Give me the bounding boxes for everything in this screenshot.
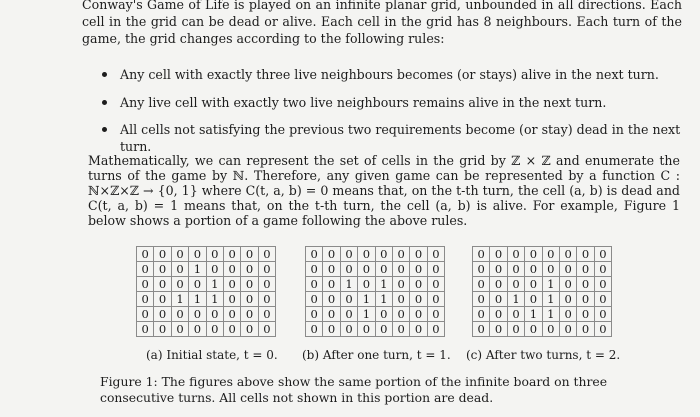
grid-initial-state bbox=[136, 246, 276, 337]
grid-cell: 0 bbox=[525, 247, 542, 262]
grid-cell: 0 bbox=[392, 277, 409, 292]
grid-cell: 0 bbox=[594, 262, 611, 277]
grid-cell: 0 bbox=[258, 292, 275, 307]
grid-row bbox=[137, 322, 276, 337]
grid-row bbox=[306, 307, 445, 322]
grid-cell: 0 bbox=[490, 277, 507, 292]
grid-cell: 1 bbox=[206, 277, 223, 292]
grid-cell: 0 bbox=[358, 247, 375, 262]
grid-cell: 0 bbox=[154, 277, 171, 292]
grid-cell: 0 bbox=[559, 277, 576, 292]
grid-cell: 0 bbox=[473, 307, 490, 322]
grid-cell: 0 bbox=[171, 247, 188, 262]
grid-cell: 0 bbox=[507, 277, 524, 292]
grid-cell: 0 bbox=[154, 322, 171, 337]
rule-item bbox=[100, 94, 690, 122]
grid-cell: 0 bbox=[223, 247, 240, 262]
grid-cell: 0 bbox=[258, 262, 275, 277]
grid-cell: 0 bbox=[137, 292, 154, 307]
grid-cell: 0 bbox=[358, 277, 375, 292]
grid-row bbox=[137, 307, 276, 322]
grid-cell: 0 bbox=[223, 277, 240, 292]
grid-row bbox=[473, 322, 612, 337]
grid-cell: 0 bbox=[154, 247, 171, 262]
grid-cell: 0 bbox=[490, 262, 507, 277]
grid-row bbox=[473, 292, 612, 307]
grid-row bbox=[137, 277, 276, 292]
grid-cell: 0 bbox=[490, 322, 507, 337]
grid-cell: 0 bbox=[189, 322, 206, 337]
grid-cell: 0 bbox=[410, 307, 427, 322]
grid-cell: 1 bbox=[171, 292, 188, 307]
grid-row bbox=[306, 247, 445, 262]
grid-cell: 0 bbox=[206, 322, 223, 337]
grid-cell: 0 bbox=[542, 322, 559, 337]
grid-cell: 0 bbox=[154, 307, 171, 322]
grid-cell: 1 bbox=[189, 292, 206, 307]
grid-cell: 0 bbox=[241, 307, 258, 322]
grid-cell: 0 bbox=[594, 307, 611, 322]
grid-cell: 0 bbox=[206, 262, 223, 277]
grid-cell: 1 bbox=[525, 307, 542, 322]
grid-row bbox=[473, 277, 612, 292]
grid-cell: 0 bbox=[375, 322, 392, 337]
grid-cell: 0 bbox=[241, 277, 258, 292]
grid-cell: 0 bbox=[323, 292, 340, 307]
grid-cell: 1 bbox=[375, 292, 392, 307]
grid-cell: 0 bbox=[241, 322, 258, 337]
grid-cell: 0 bbox=[340, 247, 357, 262]
grid-cell: 0 bbox=[358, 322, 375, 337]
grid-cell: 0 bbox=[154, 262, 171, 277]
grid-cell: 0 bbox=[392, 322, 409, 337]
grid-cell: 0 bbox=[340, 262, 357, 277]
grid-cell: 0 bbox=[473, 262, 490, 277]
grid-cell: 0 bbox=[258, 307, 275, 322]
grid-cell: 0 bbox=[323, 262, 340, 277]
grid-cell: 0 bbox=[137, 307, 154, 322]
grid-cell: 0 bbox=[258, 322, 275, 337]
caption-after-one-turn: (b) After one turn, t = 1. bbox=[302, 348, 451, 362]
grid-cell: 0 bbox=[577, 292, 594, 307]
caption-initial-state: (a) Initial state, t = 0. bbox=[146, 348, 278, 362]
grid-cell: 0 bbox=[507, 262, 524, 277]
grid-cell: 0 bbox=[410, 292, 427, 307]
grid-cell: 0 bbox=[542, 247, 559, 262]
grid-cell: 0 bbox=[559, 247, 576, 262]
grid-cell: 0 bbox=[559, 292, 576, 307]
grid-cell: 0 bbox=[154, 292, 171, 307]
grid-cell: 0 bbox=[594, 292, 611, 307]
grid-cell: 0 bbox=[258, 277, 275, 292]
grid-cell: 0 bbox=[171, 277, 188, 292]
grid-cell: 0 bbox=[306, 262, 323, 277]
grid-cell: 1 bbox=[340, 277, 357, 292]
grid-cell: 0 bbox=[258, 247, 275, 262]
grid-cell: 0 bbox=[340, 322, 357, 337]
grid-cell: 0 bbox=[241, 262, 258, 277]
grid-cell: 0 bbox=[410, 277, 427, 292]
rule-item bbox=[100, 66, 690, 94]
grid-cell: 0 bbox=[223, 322, 240, 337]
grid-after-two-turns bbox=[472, 246, 612, 337]
grid-cell: 0 bbox=[340, 292, 357, 307]
grid-cell: 0 bbox=[490, 307, 507, 322]
grid-cell: 0 bbox=[171, 322, 188, 337]
rule-item bbox=[100, 121, 690, 154]
grid-row bbox=[473, 307, 612, 322]
grid-cell: 0 bbox=[427, 292, 444, 307]
grid-cell: 0 bbox=[306, 247, 323, 262]
math-paragraph: Mathematically, we can represent the set of cells in the grid by ℤ × ℤ and enumerate the turns of the game by ℕ. Therefore, any given game can be represented by a function C : ℕ×ℤ×ℤ → {0, 1} where C(t, a, b) = 0 means that, on the t-th turn, the cell (a, b) is dead and C(t, a, b) = 1 means that, on the t-th turn, the cell (a, b) is alive. For example, Figure 1 below shows a portion of a game following the above rules. bbox=[88, 153, 680, 228]
grid-cell: 0 bbox=[507, 247, 524, 262]
grid-cell: 0 bbox=[241, 247, 258, 262]
grid-cell: 0 bbox=[323, 277, 340, 292]
grid-cell: 0 bbox=[137, 322, 154, 337]
grid-cell: 0 bbox=[577, 262, 594, 277]
grid-row bbox=[306, 277, 445, 292]
grid-cell: 0 bbox=[427, 307, 444, 322]
bullet-icon bbox=[102, 72, 107, 77]
grid-cell: 0 bbox=[223, 292, 240, 307]
grid-row bbox=[306, 292, 445, 307]
grid-cell: 0 bbox=[410, 247, 427, 262]
grid-cell: 0 bbox=[189, 277, 206, 292]
grid-cell: 0 bbox=[490, 292, 507, 307]
grid-cell: 1 bbox=[542, 277, 559, 292]
grid-cell: 0 bbox=[473, 292, 490, 307]
grid-cell: 0 bbox=[427, 247, 444, 262]
grid-cell: 0 bbox=[392, 307, 409, 322]
grid-cell: 1 bbox=[206, 292, 223, 307]
grid-row bbox=[306, 322, 445, 337]
grid-cell: 0 bbox=[577, 247, 594, 262]
grid-cell: 0 bbox=[577, 307, 594, 322]
figure-caption: Figure 1: The figures above show the same portion of the infinite board on three consecutive turns. All cells not shown in this portion are dead. bbox=[100, 374, 608, 405]
grid-cell: 0 bbox=[223, 262, 240, 277]
grid-cell: 0 bbox=[410, 322, 427, 337]
grid-cell: 0 bbox=[375, 307, 392, 322]
grid-row bbox=[473, 247, 612, 262]
grid-cell: 0 bbox=[340, 307, 357, 322]
grid-cell: 0 bbox=[189, 307, 206, 322]
rules-list bbox=[100, 66, 690, 154]
rule-text: All cells not satisfying the previous two requirements become (or stay) dead in the next turn. bbox=[120, 122, 681, 154]
grid-cell: 0 bbox=[594, 247, 611, 262]
bullet-icon bbox=[102, 100, 107, 105]
grid-cell: 0 bbox=[189, 247, 206, 262]
grid-cell: 0 bbox=[306, 292, 323, 307]
grid-cell: 0 bbox=[594, 322, 611, 337]
grid-cell: 0 bbox=[525, 277, 542, 292]
grid-cell: 0 bbox=[427, 262, 444, 277]
grid-row bbox=[473, 262, 612, 277]
caption-after-two-turns: (c) After two turns, t = 2. bbox=[466, 348, 621, 362]
grid-cell: 0 bbox=[473, 322, 490, 337]
intro-paragraph: Conway's Game of Life is played on an infinite planar grid, unbounded in all directions. Each cell in the grid can be dead or alive. Each cell in the grid has 8 neighbours. Each turn of the game, the grid changes according to the following rules: bbox=[82, 0, 682, 46]
grid-cell: 0 bbox=[525, 292, 542, 307]
grid-cell: 0 bbox=[241, 292, 258, 307]
grid-cell: 0 bbox=[137, 277, 154, 292]
grid-cell: 0 bbox=[306, 277, 323, 292]
grid-cell: 0 bbox=[323, 247, 340, 262]
grid-cell: 1 bbox=[189, 262, 206, 277]
grid-cell: 1 bbox=[542, 307, 559, 322]
grid-row bbox=[137, 262, 276, 277]
grid-cell: 0 bbox=[490, 247, 507, 262]
grid-cell: 1 bbox=[375, 277, 392, 292]
grid-cell: 0 bbox=[206, 247, 223, 262]
grid-cell: 0 bbox=[375, 262, 392, 277]
grid-row bbox=[306, 262, 445, 277]
grid-cell: 0 bbox=[392, 247, 409, 262]
grid-cell: 0 bbox=[577, 322, 594, 337]
rule-text: Any live cell with exactly two live neighbours remains alive in the next turn. bbox=[120, 94, 607, 110]
grid-cell: 0 bbox=[410, 262, 427, 277]
grid-cell: 0 bbox=[171, 262, 188, 277]
grid-cell: 0 bbox=[559, 307, 576, 322]
grid-cell: 0 bbox=[525, 322, 542, 337]
grid-cell: 0 bbox=[507, 322, 524, 337]
bullet-icon bbox=[102, 127, 107, 132]
grid-cell: 0 bbox=[223, 307, 240, 322]
grid-cell: 0 bbox=[525, 262, 542, 277]
grid-cell: 0 bbox=[507, 307, 524, 322]
grid-cell: 0 bbox=[577, 277, 594, 292]
grid-cell: 0 bbox=[358, 262, 375, 277]
grid-cell: 0 bbox=[559, 322, 576, 337]
grid-row bbox=[137, 247, 276, 262]
grid-cell: 0 bbox=[473, 277, 490, 292]
grid-cell: 0 bbox=[594, 277, 611, 292]
grid-cell: 0 bbox=[137, 262, 154, 277]
grid-cell: 0 bbox=[171, 307, 188, 322]
rule-text: Any cell with exactly three live neighbours becomes (or stays) alive in the next turn. bbox=[120, 67, 659, 82]
grid-cell: 0 bbox=[392, 262, 409, 277]
grid-cell: 1 bbox=[358, 307, 375, 322]
grid-cell: 1 bbox=[542, 292, 559, 307]
grid-row bbox=[137, 292, 276, 307]
grid-cell: 0 bbox=[392, 292, 409, 307]
grid-cell: 0 bbox=[375, 247, 392, 262]
grid-cell: 0 bbox=[559, 262, 576, 277]
grid-cell: 0 bbox=[427, 277, 444, 292]
grid-cell: 0 bbox=[306, 322, 323, 337]
grid-cell: 0 bbox=[427, 322, 444, 337]
grid-cell: 0 bbox=[306, 307, 323, 322]
grid-cell: 1 bbox=[358, 292, 375, 307]
grid-cell: 0 bbox=[206, 307, 223, 322]
grid-cell: 0 bbox=[323, 322, 340, 337]
grid-cell: 0 bbox=[323, 307, 340, 322]
grid-after-one-turn bbox=[305, 246, 445, 337]
grid-cell: 0 bbox=[542, 262, 559, 277]
grid-cell: 0 bbox=[473, 247, 490, 262]
grid-cell: 0 bbox=[137, 247, 154, 262]
grid-cell: 1 bbox=[507, 292, 524, 307]
